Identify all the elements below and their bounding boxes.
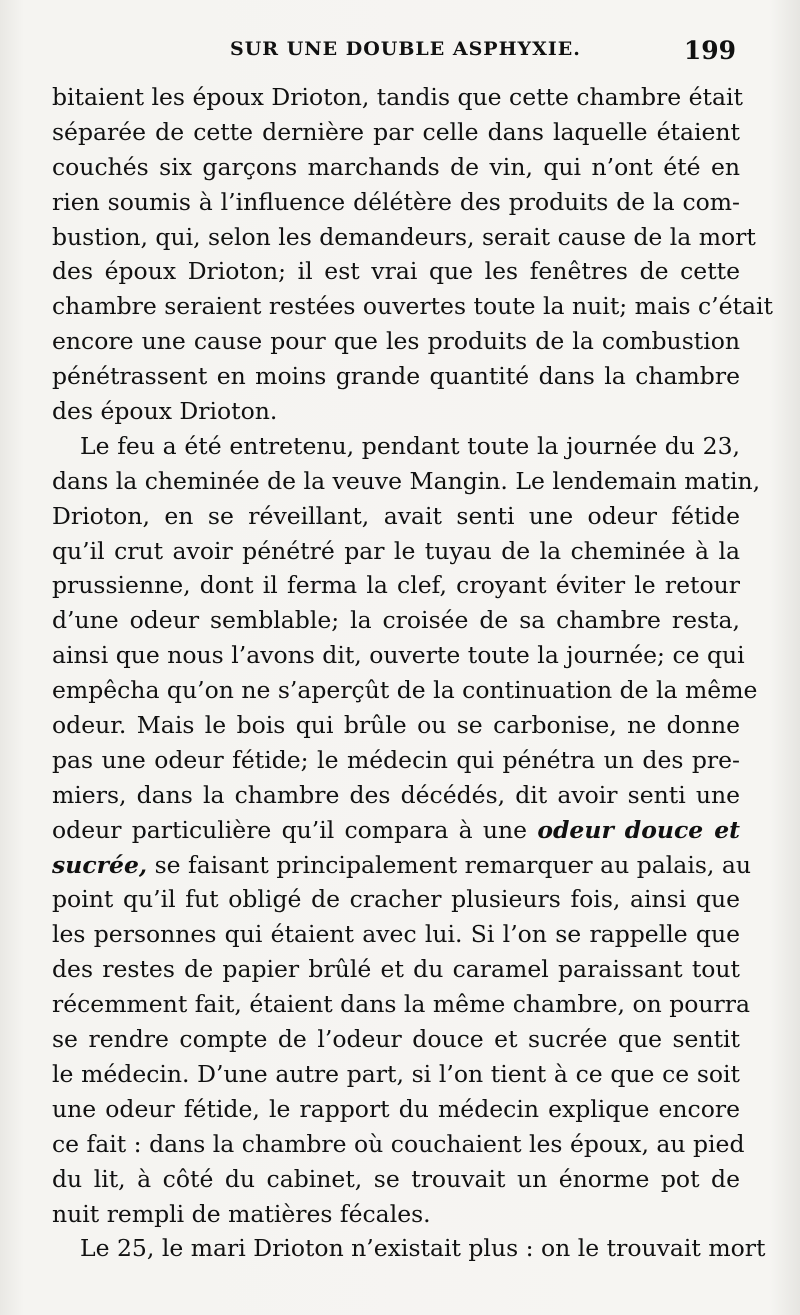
- text-line: miers, dans la chambre des décédés, dit avoir senti une: [52, 780, 740, 809]
- text-line: une odeur fétide, le rapport du médecin explique encore: [52, 1094, 740, 1123]
- text-line: d’une odeur semblable; la croisée de sa chambre resta,: [52, 606, 740, 635]
- page-header: [52, 38, 742, 78]
- text-line: odeur. Mais le bois qui brûle ou se carbonise, ne donne: [52, 711, 740, 740]
- text-line: pénétrassent en moins grande quantité dans la chambre: [52, 362, 740, 391]
- text-line: ce fait : dans la chambre où couchaient les époux, au pied: [52, 1129, 745, 1158]
- running-title: SUR UNE DOUBLE ASPHYXIE.: [230, 38, 581, 60]
- text-line: couchés six garçons marchands de vin, qui n’ont été en: [52, 152, 740, 181]
- text-line: empêcha qu’on ne s’aperçût de la continuation de la même: [52, 676, 758, 705]
- page-number: 199: [683, 36, 736, 65]
- text-line: rien soumis à l’influence délétère des produits de la com-: [52, 187, 740, 216]
- paragraph-start-line: Le feu a été entretenu, pendant toute la journée du 23,: [80, 431, 740, 460]
- text-line: nuit rempli de matières fécales.: [52, 1199, 431, 1228]
- text-line: point qu’il fut obligé de cracher plusieurs fois, ainsi que: [52, 885, 740, 914]
- text-line: le médecin. D’une autre part, si l’on tient à ce que ce soit: [52, 1059, 740, 1088]
- text-line: des époux Drioton; il est vrai que les fenêtres de cette: [52, 257, 740, 286]
- text-line: prussienne, dont il ferma la clef, croyant éviter le retour: [52, 571, 740, 600]
- text-line: se rendre compte de l’odeur douce et sucrée que sentit: [52, 1025, 740, 1054]
- text-line: qu’il crut avoir pénétré par le tuyau de la cheminée à la: [52, 536, 740, 565]
- italic-phrase: sucrée,: [52, 850, 148, 879]
- text-line: les personnes qui étaient avec lui. Si l’on se rappelle que: [52, 920, 740, 949]
- text-line: chambre seraient restées ouvertes toute la nuit; mais c’était: [52, 292, 773, 321]
- text-segment: se faisant principalement remarquer au palais, au: [147, 850, 751, 879]
- text-line-with-italic: [52, 813, 740, 848]
- text-line: du lit, à côté du cabinet, se trouvait un énorme pot de: [52, 1164, 740, 1193]
- text-line: bitaient les époux Drioton, tandis que cette chambre était: [52, 83, 743, 111]
- text-line: bustion, qui, selon les demandeurs, serait cause de la mort: [52, 222, 756, 251]
- paragraph-start-line: Le 25, le mari Drioton n’existait plus : on le trouvait mort: [80, 1234, 766, 1263]
- text-line-with-italic: [52, 848, 751, 883]
- text-line: pas une odeur fétide; le médecin qui pénétra un des pre-: [52, 745, 740, 774]
- text-line: ainsi que nous l’avons dit, ouverte toute la journée; ce qui: [52, 641, 745, 670]
- text-line: des restes de papier brûlé et du caramel paraissant tout: [52, 955, 740, 984]
- text-line: dans la cheminée de la veuve Mangin. Le lendemain matin,: [52, 466, 761, 495]
- italic-phrase: odeur douce et: [537, 815, 741, 844]
- text-segment: odeur particulière qu’il compara à une: [52, 815, 538, 844]
- text-line: des époux Drioton.: [52, 397, 278, 426]
- body-text: [52, 80, 773, 1266]
- text-line: encore une cause pour que les produits de la combustion: [52, 327, 740, 356]
- text-line: séparée de cette dernière par celle dans laquelle étaient: [52, 117, 740, 146]
- text-line: Drioton, en se réveillant, avait senti une odeur fétide: [52, 501, 740, 530]
- text-line: récemment fait, étaient dans la même chambre, on pourra: [52, 990, 751, 1019]
